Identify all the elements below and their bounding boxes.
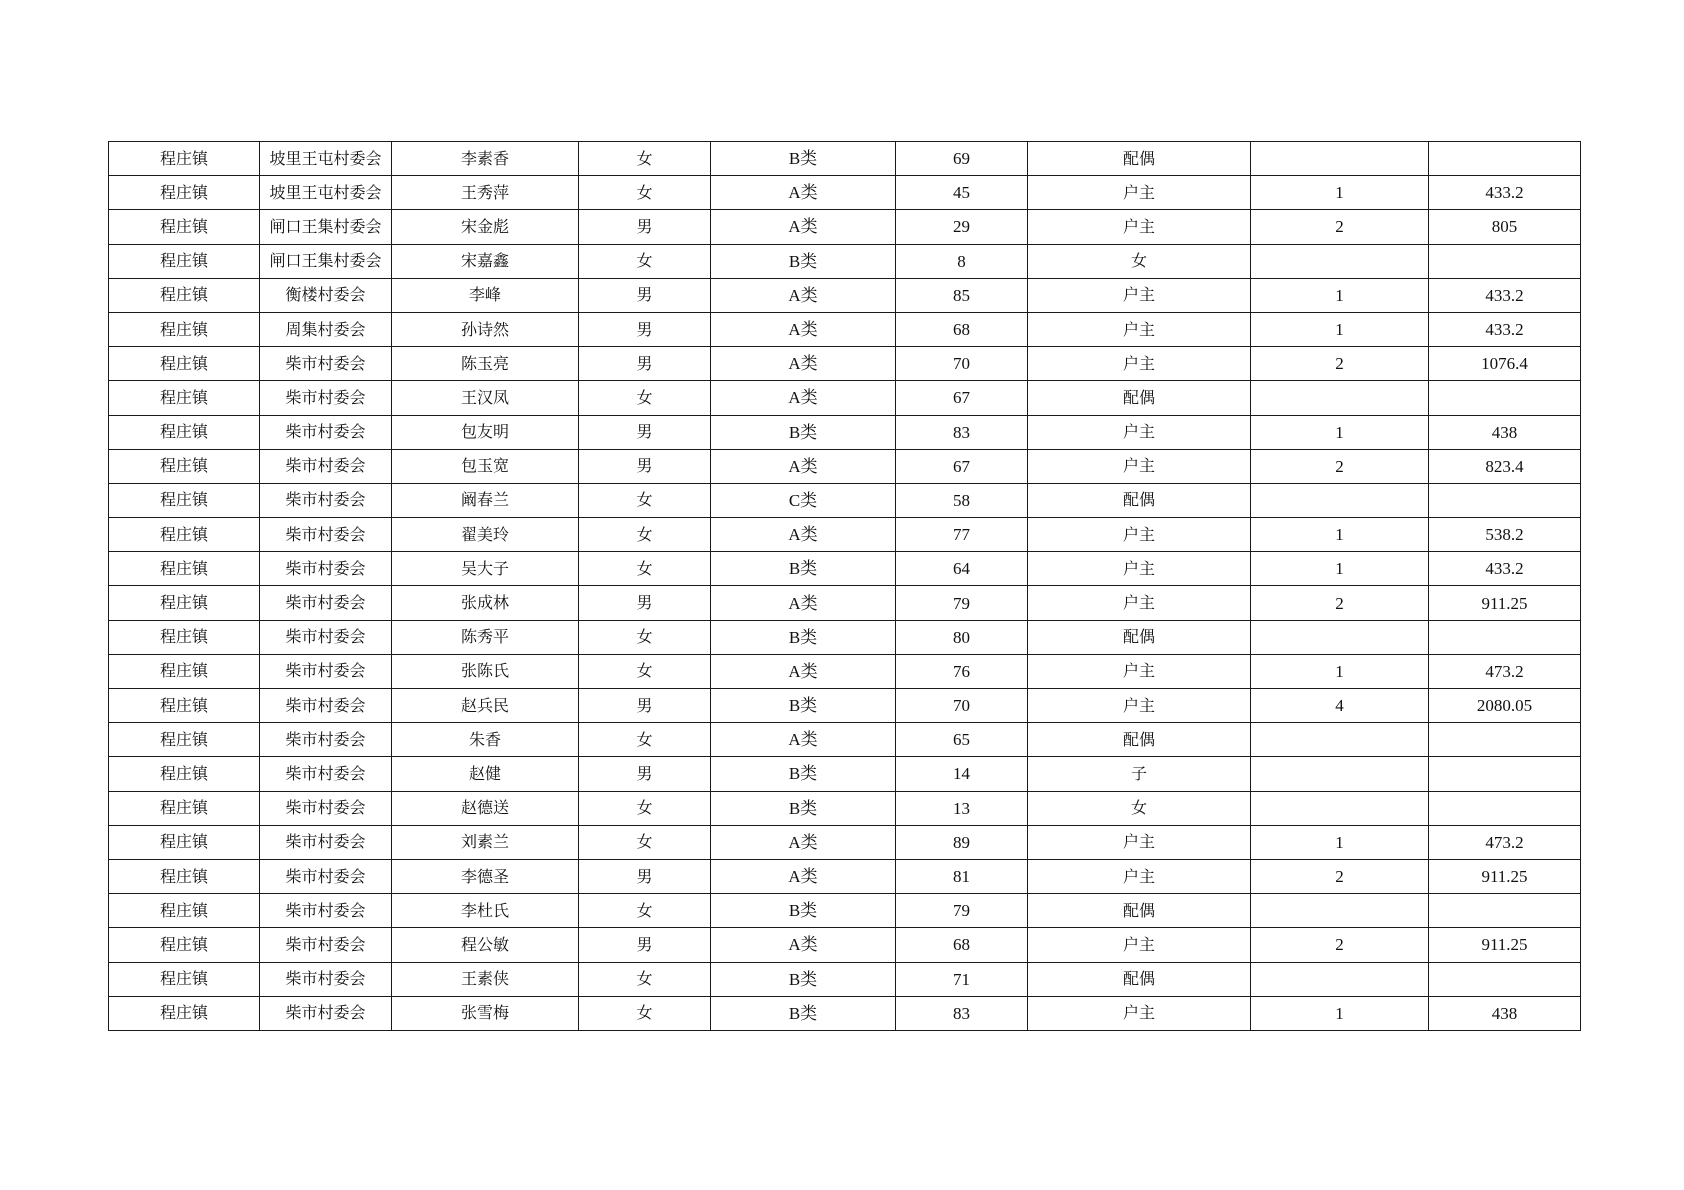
- town-cell: 程庄镇: [109, 894, 260, 928]
- relation-cell: 户主: [1028, 347, 1251, 381]
- village-committee-cell: 柴市村委会: [260, 859, 392, 893]
- category-cell: B类: [711, 244, 896, 278]
- name-cell: 包玉宽: [392, 449, 579, 483]
- relation-cell: 户主: [1028, 176, 1251, 210]
- age-cell: 83: [896, 415, 1028, 449]
- name-cell: 朱香: [392, 723, 579, 757]
- amount-cell: [1429, 757, 1581, 791]
- table-row: [109, 483, 1581, 517]
- name-cell: 张雪梅: [392, 996, 579, 1030]
- category-cell: B类: [711, 620, 896, 654]
- table-row: [109, 962, 1581, 996]
- household-size-cell: 1: [1251, 278, 1429, 312]
- relation-cell: 配偶: [1028, 620, 1251, 654]
- age-cell: 77: [896, 518, 1028, 552]
- relation-cell: 户主: [1028, 415, 1251, 449]
- age-cell: 58: [896, 483, 1028, 517]
- age-cell: 70: [896, 347, 1028, 381]
- gender-cell: 男: [579, 415, 711, 449]
- gender-cell: 男: [579, 859, 711, 893]
- relation-cell: 配偶: [1028, 381, 1251, 415]
- amount-cell: 1076.4: [1429, 347, 1581, 381]
- category-cell: A类: [711, 586, 896, 620]
- category-cell: B类: [711, 757, 896, 791]
- gender-cell: 男: [579, 278, 711, 312]
- amount-cell: [1429, 142, 1581, 176]
- category-cell: A类: [711, 312, 896, 346]
- name-cell: 包友明: [392, 415, 579, 449]
- relation-cell: 户主: [1028, 518, 1251, 552]
- household-size-cell: [1251, 620, 1429, 654]
- town-cell: 程庄镇: [109, 449, 260, 483]
- gender-cell: 女: [579, 825, 711, 859]
- table-row: [109, 518, 1581, 552]
- relation-cell: 女: [1028, 244, 1251, 278]
- age-cell: 45: [896, 176, 1028, 210]
- town-cell: 程庄镇: [109, 962, 260, 996]
- town-cell: 程庄镇: [109, 791, 260, 825]
- age-cell: 71: [896, 962, 1028, 996]
- amount-cell: [1429, 791, 1581, 825]
- age-cell: 80: [896, 620, 1028, 654]
- village-committee-cell: 柴市村委会: [260, 552, 392, 586]
- amount-cell: 823.4: [1429, 449, 1581, 483]
- relation-cell: 配偶: [1028, 894, 1251, 928]
- relation-cell: 户主: [1028, 859, 1251, 893]
- table-row: [109, 654, 1581, 688]
- town-cell: 程庄镇: [109, 142, 260, 176]
- gender-cell: 女: [579, 654, 711, 688]
- village-committee-cell: 闸口王集村委会: [260, 210, 392, 244]
- household-size-cell: [1251, 894, 1429, 928]
- age-cell: 69: [896, 142, 1028, 176]
- gender-cell: 女: [579, 962, 711, 996]
- relation-cell: 户主: [1028, 449, 1251, 483]
- town-cell: 程庄镇: [109, 552, 260, 586]
- age-cell: 83: [896, 996, 1028, 1030]
- name-cell: 王秀萍: [392, 176, 579, 210]
- name-cell: 宋金彪: [392, 210, 579, 244]
- amount-cell: 433.2: [1429, 176, 1581, 210]
- category-cell: A类: [711, 723, 896, 757]
- town-cell: 程庄镇: [109, 928, 260, 962]
- town-cell: 程庄镇: [109, 586, 260, 620]
- age-cell: 68: [896, 928, 1028, 962]
- town-cell: 程庄镇: [109, 620, 260, 654]
- gender-cell: 男: [579, 312, 711, 346]
- relation-cell: 户主: [1028, 996, 1251, 1030]
- village-committee-cell: 柴市村委会: [260, 654, 392, 688]
- town-cell: 程庄镇: [109, 723, 260, 757]
- gender-cell: 女: [579, 244, 711, 278]
- amount-cell: 433.2: [1429, 312, 1581, 346]
- name-cell: 张成林: [392, 586, 579, 620]
- name-cell: 李峰: [392, 278, 579, 312]
- gender-cell: 女: [579, 723, 711, 757]
- town-cell: 程庄镇: [109, 210, 260, 244]
- gender-cell: 女: [579, 142, 711, 176]
- gender-cell: 男: [579, 928, 711, 962]
- amount-cell: [1429, 381, 1581, 415]
- household-size-cell: 1: [1251, 825, 1429, 859]
- table-row: [109, 449, 1581, 483]
- table-row: [109, 176, 1581, 210]
- table-row: [109, 996, 1581, 1030]
- category-cell: A类: [711, 859, 896, 893]
- household-size-cell: 2: [1251, 928, 1429, 962]
- gender-cell: 女: [579, 791, 711, 825]
- village-committee-cell: 柴市村委会: [260, 825, 392, 859]
- village-committee-cell: 柴市村委会: [260, 996, 392, 1030]
- village-committee-cell: 柴市村委会: [260, 894, 392, 928]
- relation-cell: 户主: [1028, 654, 1251, 688]
- amount-cell: [1429, 962, 1581, 996]
- table-row: [109, 859, 1581, 893]
- town-cell: 程庄镇: [109, 347, 260, 381]
- name-cell: 陈秀平: [392, 620, 579, 654]
- table-row: [109, 312, 1581, 346]
- amount-cell: 438: [1429, 996, 1581, 1030]
- age-cell: 89: [896, 825, 1028, 859]
- table-row: [109, 620, 1581, 654]
- village-committee-cell: 柴市村委会: [260, 586, 392, 620]
- household-size-cell: [1251, 723, 1429, 757]
- village-committee-cell: 柴市村委会: [260, 347, 392, 381]
- gender-cell: 女: [579, 518, 711, 552]
- name-cell: 吴大子: [392, 552, 579, 586]
- name-cell: 李素香: [392, 142, 579, 176]
- gender-cell: 女: [579, 176, 711, 210]
- table-row: [109, 347, 1581, 381]
- village-committee-cell: 柴市村委会: [260, 962, 392, 996]
- age-cell: 29: [896, 210, 1028, 244]
- amount-cell: 2080.05: [1429, 689, 1581, 723]
- household-size-cell: 1: [1251, 176, 1429, 210]
- category-cell: A类: [711, 928, 896, 962]
- town-cell: 程庄镇: [109, 244, 260, 278]
- name-cell: 王素侠: [392, 962, 579, 996]
- village-committee-cell: 衡楼村委会: [260, 278, 392, 312]
- gender-cell: 女: [579, 996, 711, 1030]
- table-row: [109, 791, 1581, 825]
- category-cell: A类: [711, 449, 896, 483]
- age-cell: 85: [896, 278, 1028, 312]
- amount-cell: 433.2: [1429, 278, 1581, 312]
- gender-cell: 女: [579, 381, 711, 415]
- relation-cell: 户主: [1028, 210, 1251, 244]
- town-cell: 程庄镇: [109, 176, 260, 210]
- relation-cell: 户主: [1028, 552, 1251, 586]
- household-size-cell: [1251, 244, 1429, 278]
- age-cell: 79: [896, 894, 1028, 928]
- category-cell: B类: [711, 894, 896, 928]
- category-cell: A类: [711, 347, 896, 381]
- gender-cell: 女: [579, 483, 711, 517]
- name-cell: 王汉凤: [392, 381, 579, 415]
- amount-cell: 438: [1429, 415, 1581, 449]
- household-size-cell: 1: [1251, 415, 1429, 449]
- household-size-cell: 2: [1251, 449, 1429, 483]
- gender-cell: 男: [579, 689, 711, 723]
- town-cell: 程庄镇: [109, 757, 260, 791]
- category-cell: B类: [711, 791, 896, 825]
- town-cell: 程庄镇: [109, 312, 260, 346]
- village-committee-cell: 柴市村委会: [260, 620, 392, 654]
- table-row: [109, 928, 1581, 962]
- name-cell: 宋嘉鑫: [392, 244, 579, 278]
- name-cell: 李德圣: [392, 859, 579, 893]
- town-cell: 程庄镇: [109, 483, 260, 517]
- table-row: [109, 244, 1581, 278]
- gender-cell: 女: [579, 552, 711, 586]
- category-cell: B类: [711, 962, 896, 996]
- amount-cell: 911.25: [1429, 586, 1581, 620]
- table-row: [109, 552, 1581, 586]
- household-size-cell: [1251, 381, 1429, 415]
- category-cell: A类: [711, 518, 896, 552]
- household-size-cell: [1251, 757, 1429, 791]
- name-cell: 陈玉亮: [392, 347, 579, 381]
- age-cell: 76: [896, 654, 1028, 688]
- name-cell: 刘素兰: [392, 825, 579, 859]
- table-row: [109, 723, 1581, 757]
- age-cell: 13: [896, 791, 1028, 825]
- household-size-cell: 1: [1251, 552, 1429, 586]
- category-cell: B类: [711, 689, 896, 723]
- village-committee-cell: 柴市村委会: [260, 723, 392, 757]
- town-cell: 程庄镇: [109, 996, 260, 1030]
- relation-cell: 户主: [1028, 689, 1251, 723]
- age-cell: 65: [896, 723, 1028, 757]
- table-row: [109, 586, 1581, 620]
- village-committee-cell: 坡里王屯村委会: [260, 142, 392, 176]
- relation-cell: 户主: [1028, 928, 1251, 962]
- gender-cell: 男: [579, 210, 711, 244]
- gender-cell: 男: [579, 449, 711, 483]
- amount-cell: 805: [1429, 210, 1581, 244]
- table-row: [109, 825, 1581, 859]
- age-cell: 67: [896, 449, 1028, 483]
- gender-cell: 女: [579, 894, 711, 928]
- household-size-cell: 2: [1251, 859, 1429, 893]
- town-cell: 程庄镇: [109, 859, 260, 893]
- roster-table: [108, 141, 1581, 1031]
- amount-cell: 433.2: [1429, 552, 1581, 586]
- village-committee-cell: 坡里王屯村委会: [260, 176, 392, 210]
- name-cell: 赵健: [392, 757, 579, 791]
- document-sheet: [108, 141, 1581, 1031]
- gender-cell: 男: [579, 347, 711, 381]
- name-cell: 翟美玲: [392, 518, 579, 552]
- village-committee-cell: 柴市村委会: [260, 689, 392, 723]
- village-committee-cell: 闸口王集村委会: [260, 244, 392, 278]
- town-cell: 程庄镇: [109, 518, 260, 552]
- name-cell: 程公敏: [392, 928, 579, 962]
- gender-cell: 男: [579, 757, 711, 791]
- amount-cell: [1429, 620, 1581, 654]
- age-cell: 14: [896, 757, 1028, 791]
- table-row: [109, 894, 1581, 928]
- table-row: [109, 278, 1581, 312]
- household-size-cell: [1251, 142, 1429, 176]
- name-cell: 张陈氏: [392, 654, 579, 688]
- relation-cell: 户主: [1028, 312, 1251, 346]
- table-row: [109, 415, 1581, 449]
- name-cell: 赵兵民: [392, 689, 579, 723]
- name-cell: 孙诗然: [392, 312, 579, 346]
- village-committee-cell: 柴市村委会: [260, 791, 392, 825]
- household-size-cell: 1: [1251, 312, 1429, 346]
- relation-cell: 女: [1028, 791, 1251, 825]
- household-size-cell: [1251, 483, 1429, 517]
- roster-body: [109, 142, 1581, 1031]
- category-cell: C类: [711, 483, 896, 517]
- name-cell: 赵德送: [392, 791, 579, 825]
- relation-cell: 配偶: [1028, 962, 1251, 996]
- relation-cell: 配偶: [1028, 723, 1251, 757]
- amount-cell: 911.25: [1429, 859, 1581, 893]
- amount-cell: [1429, 723, 1581, 757]
- town-cell: 程庄镇: [109, 415, 260, 449]
- category-cell: B类: [711, 996, 896, 1030]
- town-cell: 程庄镇: [109, 654, 260, 688]
- town-cell: 程庄镇: [109, 825, 260, 859]
- household-size-cell: 4: [1251, 689, 1429, 723]
- table-row: [109, 757, 1581, 791]
- age-cell: 8: [896, 244, 1028, 278]
- category-cell: B类: [711, 415, 896, 449]
- category-cell: A类: [711, 654, 896, 688]
- age-cell: 64: [896, 552, 1028, 586]
- amount-cell: 473.2: [1429, 825, 1581, 859]
- relation-cell: 户主: [1028, 825, 1251, 859]
- category-cell: A类: [711, 278, 896, 312]
- relation-cell: 配偶: [1028, 483, 1251, 517]
- town-cell: 程庄镇: [109, 278, 260, 312]
- household-size-cell: 2: [1251, 210, 1429, 244]
- household-size-cell: 2: [1251, 347, 1429, 381]
- village-committee-cell: 周集村委会: [260, 312, 392, 346]
- household-size-cell: [1251, 791, 1429, 825]
- village-committee-cell: 柴市村委会: [260, 757, 392, 791]
- amount-cell: [1429, 483, 1581, 517]
- household-size-cell: 1: [1251, 654, 1429, 688]
- village-committee-cell: 柴市村委会: [260, 415, 392, 449]
- age-cell: 70: [896, 689, 1028, 723]
- household-size-cell: 1: [1251, 996, 1429, 1030]
- gender-cell: 女: [579, 620, 711, 654]
- age-cell: 81: [896, 859, 1028, 893]
- village-committee-cell: 柴市村委会: [260, 928, 392, 962]
- town-cell: 程庄镇: [109, 689, 260, 723]
- town-cell: 程庄镇: [109, 381, 260, 415]
- table-row: [109, 210, 1581, 244]
- category-cell: A类: [711, 825, 896, 859]
- category-cell: A类: [711, 176, 896, 210]
- household-size-cell: 2: [1251, 586, 1429, 620]
- table-row: [109, 689, 1581, 723]
- age-cell: 67: [896, 381, 1028, 415]
- amount-cell: 473.2: [1429, 654, 1581, 688]
- amount-cell: [1429, 244, 1581, 278]
- relation-cell: 配偶: [1028, 142, 1251, 176]
- age-cell: 68: [896, 312, 1028, 346]
- amount-cell: [1429, 894, 1581, 928]
- category-cell: A类: [711, 210, 896, 244]
- relation-cell: 子: [1028, 757, 1251, 791]
- table-row: [109, 381, 1581, 415]
- name-cell: 李杜氏: [392, 894, 579, 928]
- category-cell: B类: [711, 552, 896, 586]
- village-committee-cell: 柴市村委会: [260, 483, 392, 517]
- village-committee-cell: 柴市村委会: [260, 449, 392, 483]
- village-committee-cell: 柴市村委会: [260, 381, 392, 415]
- amount-cell: 538.2: [1429, 518, 1581, 552]
- household-size-cell: [1251, 962, 1429, 996]
- household-size-cell: 1: [1251, 518, 1429, 552]
- age-cell: 79: [896, 586, 1028, 620]
- table-row: [109, 142, 1581, 176]
- village-committee-cell: 柴市村委会: [260, 518, 392, 552]
- relation-cell: 户主: [1028, 586, 1251, 620]
- category-cell: A类: [711, 381, 896, 415]
- relation-cell: 户主: [1028, 278, 1251, 312]
- amount-cell: 911.25: [1429, 928, 1581, 962]
- gender-cell: 男: [579, 586, 711, 620]
- name-cell: 阚春兰: [392, 483, 579, 517]
- category-cell: B类: [711, 142, 896, 176]
